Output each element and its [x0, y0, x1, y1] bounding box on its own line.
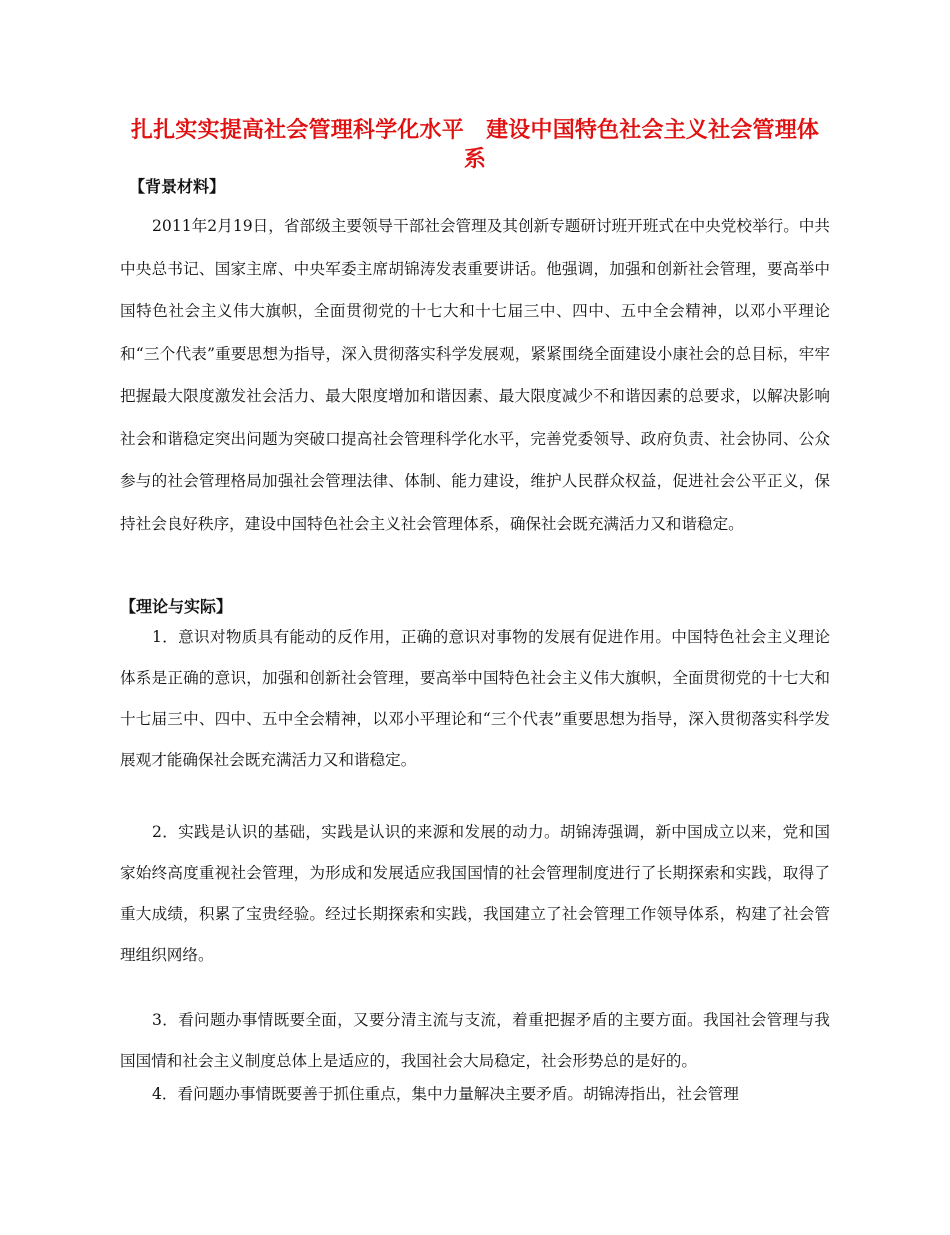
theory-paragraph-2: 2．实践是认识的基础，实践是认识的来源和发展的动力。胡锦涛强调，新中国成立以来，党和国家始终高度重视社会管理，为形成和发展适应我国国情的社会管理制度进行了长期探索和实践，取得了重大成绩，积累了宝贵经验。经过长期探索和实践，我国建立了社会管理工作领导体系，构建了社会管理组织网络。	[120, 823, 830, 964]
theory-paragraph-3: 3．看问题办事情既要全面，又要分清主流与支流，着重把握矛盾的主要方面。我国社会管理与我国国情和社会主义制度总体上是适应的，我国社会大局稳定，社会形势总的是好的。	[120, 1011, 830, 1070]
section-heading-theory: 【理论与实际】	[120, 597, 233, 616]
section-heading-background: 【背景材料】	[129, 177, 226, 196]
document-title: 扎扎实实提高社会管理科学化水平 建设中国特色社会主义社会管理体系	[130, 118, 820, 172]
theory-paragraph-1: 1．意识对物质具有能动的反作用，正确的意识对事物的发展有促进作用。中国特色社会主义理论体系是正确的意识，加强和创新社会管理，要高举中国特色社会主义伟大旗帜，全面贯彻党的十七大和十七届三中、四中、五中全会精神，以邓小平理论和“三个代表”重要思想为指导，深入贯彻落实科学发展观才能确保社会既充满活力又和谐稳定。	[120, 628, 830, 769]
background-paragraph: 2011年2月19日，省部级主要领导干部社会管理及其创新专题研讨班开班式在中央党校举行。中共中央总书记、国家主席、中央军委主席胡锦涛发表重要讲话。他强调，加强和创新社会管理，要高举中国特色社会主义伟大旗帜，全面贯彻党的十七大和十七届三中、四中、五中全会精神，以邓小平理论和“三个代表”重要思想为指导，深入贯彻落实科学发展观，紧紧围绕全面建设小康社会的总目标，牢牢把握最大限度激发社会活力、最大限度增加和谐因素、最大限度减少不和谐因素的总要求，以解决影响社会和谐稳定突出问题为突破口提高社会管理科学化水平，完善党委领导、政府负责、社会协同、公众参与的社会管理格局加强社会管理法律、体制、能力建设，维护人民群众权益，促进社会公平正义，保持社会良好秩序，建设中国特色社会主义社会管理体系，确保社会既充满活力又和谐稳定。	[120, 217, 830, 533]
theory-paragraph-4: 4．看问题办事情既要善于抓住重点，集中力量解决主要矛盾。胡锦涛指出，社会管理	[152, 1085, 739, 1103]
